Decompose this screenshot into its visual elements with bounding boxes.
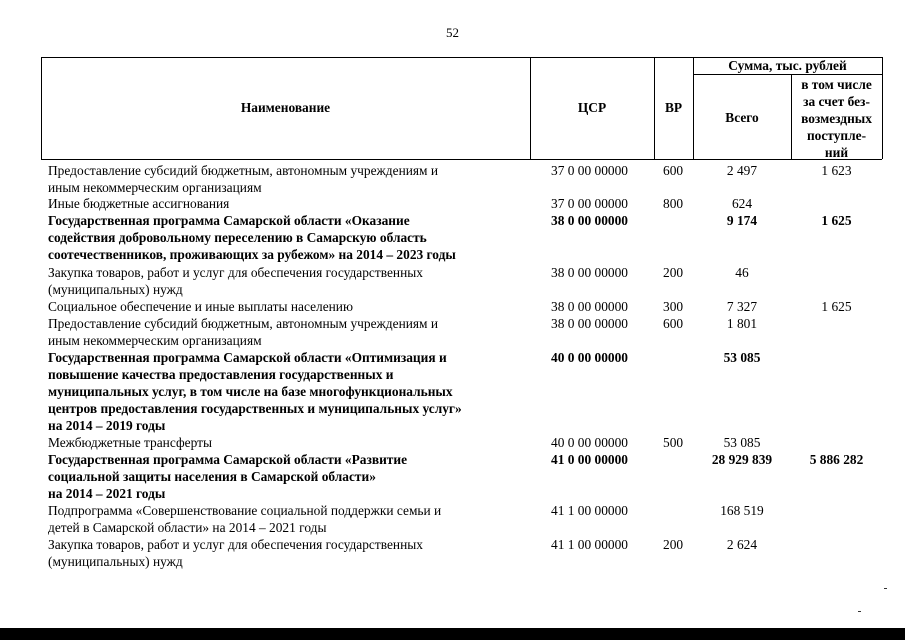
header-vr: ВР [664,100,683,115]
row-total: 28 929 839 [711,452,773,467]
row-csr: 38 0 00 00000 [551,299,628,314]
row-vr: 300 [663,299,684,314]
row-vr: 800 [663,196,684,211]
row-vr: 200 [663,265,684,280]
scan-speck [858,611,861,612]
header-name: Наименование [240,100,331,115]
header-gratis-line: поступле- [806,128,867,143]
scan-speck [884,588,887,589]
header-bottom-border [41,159,882,160]
row-name [48,298,518,315]
header-gratis-line: за счет без- [803,94,870,109]
row-csr: 40 0 00 00000 [551,350,628,365]
row-name-line: детей в Самарской области» на 2014 – 2021 годы [48,520,327,535]
row-name-line: Предоставление субсидий бюджетным, автономным учреждениям и [48,163,439,178]
row-name-line: (муниципальных) нужд [48,554,183,569]
row-name-line: Межбюджетные трансферты [48,435,212,450]
row-name [48,195,518,212]
row-gratis: 5 886 282 [809,452,864,467]
row-name-line: на 2014 – 2021 годы [48,486,166,501]
row-total: 624 [731,196,753,211]
row-name-line: Подпрограмма «Совершенствование социальной поддержки семьи и [48,503,442,518]
row-vr: 600 [663,316,684,331]
row-name-line: Закупка товаров, работ и услуг для обеспечения государственных [48,537,423,552]
row-csr: 41 1 00 00000 [551,503,628,518]
row-name-line: Государственная программа Самарской области «Оптимизация и [48,350,447,365]
row-csr: 40 0 00 00000 [551,435,628,450]
row-total: 2 497 [726,163,758,178]
row-csr: 37 0 00 00000 [551,196,628,211]
header-total: Всего [725,110,759,125]
row-name [48,212,518,263]
row-name-line: (муниципальных) нужд [48,282,183,297]
row-total: 1 801 [726,316,758,331]
row-csr: 38 0 00 00000 [551,213,628,228]
page-number: 52 [446,25,459,40]
sum-divider [693,74,882,75]
col-border-right [882,57,883,159]
row-name-line: повышение качества предоставления государственных и [48,367,394,382]
row-vr: 600 [663,163,684,178]
row-total: 53 085 [723,350,761,365]
row-name [48,502,518,536]
row-name-line: муниципальных услуг, в том числе на базе многофункциональных [48,384,453,399]
header-gratis-line: возмездных [801,111,872,126]
row-total: 168 519 [720,503,764,518]
row-gratis: 1 625 [821,299,852,314]
row-total: 9 174 [726,213,758,228]
row-name-line: Закупка товаров, работ и услуг для обеспечения государственных [48,265,423,280]
row-name-line: содействия добровольному переселению в Самарскую область [48,230,427,245]
row-gratis: 1 623 [821,163,852,178]
row-name-line: центров предоставления государственных и муниципальных услуг» [48,401,462,416]
row-name-line: социальной защиты населения в Самарской области» [48,469,376,484]
row-name-line: иным некоммерческим организациям [48,180,262,195]
row-vr: 200 [663,537,684,552]
header-sum: Сумма, тыс. рублей [728,58,847,73]
row-total: 2 624 [726,537,758,552]
row-total: 46 [735,265,749,280]
row-name [48,451,518,502]
row-csr: 37 0 00 00000 [551,163,628,178]
header-gratis-line: в том числе [801,77,872,92]
row-name-line: Иные бюджетные ассигнования [48,196,230,211]
row-name [48,434,518,451]
row-name-line: Государственная программа Самарской области «Оказание [48,213,410,228]
row-vr: 500 [663,435,684,450]
row-name [48,315,518,349]
row-gratis: 1 625 [821,213,852,228]
header-gratis [791,76,882,161]
row-csr: 41 1 00 00000 [551,537,628,552]
row-csr: 38 0 00 00000 [551,316,628,331]
row-name [48,264,518,298]
row-name [48,162,518,196]
row-name-line: Предоставление субсидий бюджетным, автономным учреждениям и [48,316,439,331]
row-csr: 41 0 00 00000 [551,452,628,467]
row-name-line: на 2014 – 2019 годы [48,418,166,433]
row-name-line: Государственная программа Самарской области «Развитие [48,452,408,467]
row-csr: 38 0 00 00000 [551,265,628,280]
row-name-line: Социальное обеспечение и иные выплаты населению [48,299,353,314]
header-gratis-line: ний [824,145,849,160]
row-name-line: соотечественников, проживающих за рубежом» на 2014 – 2023 годы [48,247,456,262]
scan-bottom-edge [0,628,905,640]
row-total: 7 327 [726,299,758,314]
header-csr: ЦСР [577,100,607,115]
row-name [48,349,518,434]
row-total: 53 085 [723,435,761,450]
row-name [48,536,518,570]
row-name-line: иным некоммерческим организациям [48,333,262,348]
